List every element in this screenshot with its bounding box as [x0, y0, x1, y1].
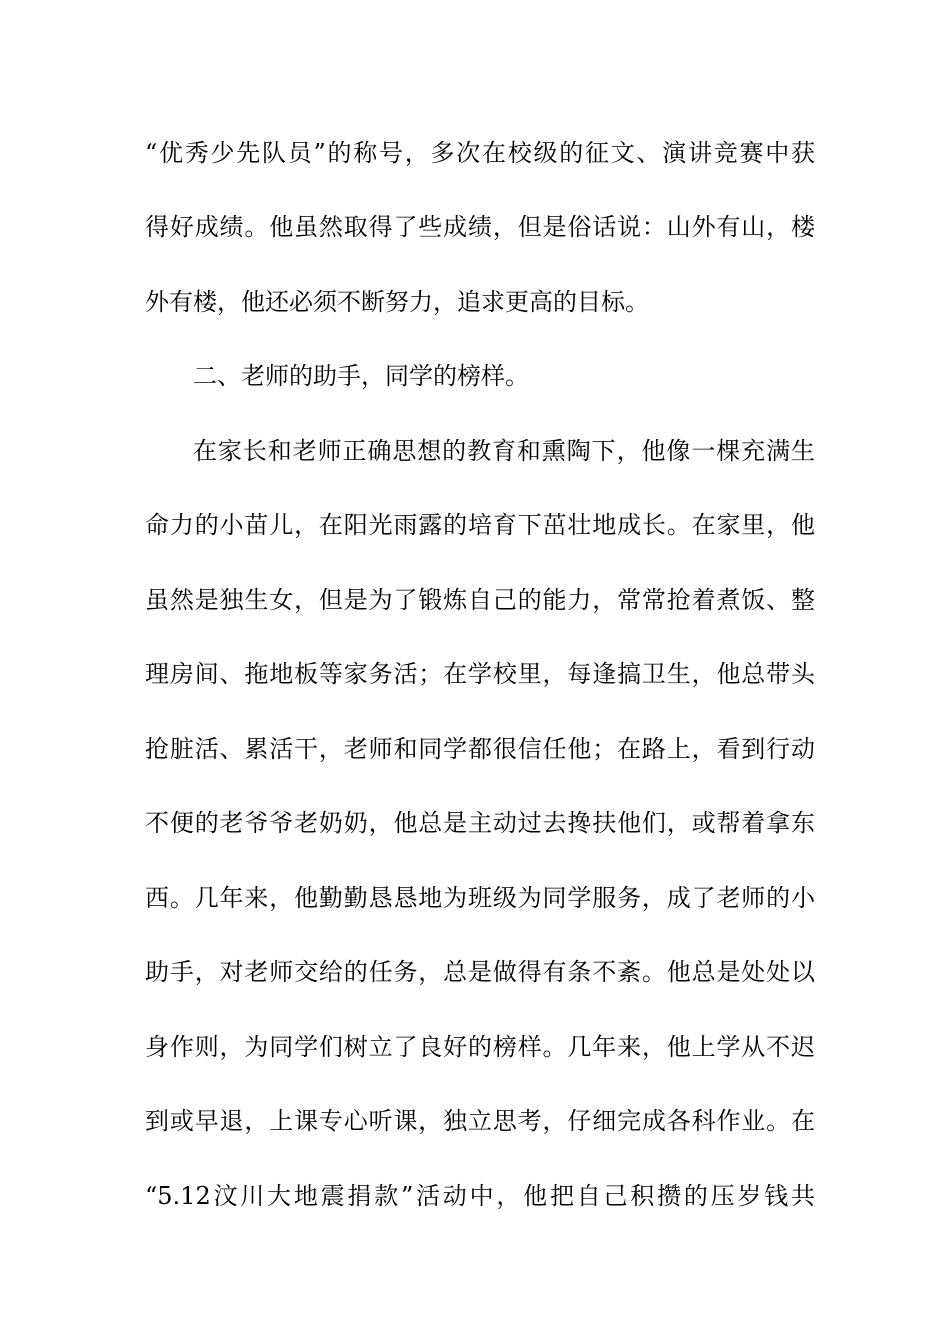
text-line: 到或早退，上课专心听课，独立思考，仔细完成各科作业。在 — [145, 1107, 815, 1135]
text-line: “优秀少先队员”的称号，多次在校级的征文、演讲竞赛中获 — [145, 139, 815, 167]
text-line: 在家长和老师正确思想的教育和熏陶下，他像一棵充满生 — [193, 437, 815, 465]
text-line: 助手，对老师交给的任务，总是做得有条不紊。他总是处处以 — [145, 958, 815, 986]
text-line: 虽然是独生女，但是为了锻炼自己的能力，常常抢着煮饭、整 — [145, 586, 815, 614]
text-line: 抢脏活、累活干，老师和同学都很信任他；在路上，看到行动 — [145, 735, 815, 763]
text-line: 不便的老爷爷老奶奶，他总是主动过去搀扶他们，或帮着拿东 — [145, 809, 815, 837]
text-line: 得好成绩。他虽然取得了些成绩，但是俗话说：山外有山，楼 — [145, 213, 815, 241]
text-line: 外有楼，他还必须不断努力，追求更高的目标。 — [145, 288, 649, 316]
text-line: 命力的小苗儿，在阳光雨露的培育下茁壮地成长。在家里，他 — [145, 511, 815, 539]
text-line: “5.12汶川大地震捐款”活动中，他把自己积攒的压岁钱共 — [145, 1182, 815, 1210]
text-line: 身作则，为同学们树立了良好的榜样。几年来，他上学从不迟 — [145, 1033, 815, 1061]
section-heading: 二、老师的助手，同学的榜样。 — [193, 362, 529, 390]
text-line: 西。几年来，他勤勤恳恳地为班级为同学服务，成了老师的小 — [145, 884, 815, 912]
text-line: 理房间、拖地板等家务活；在学校里，每逢搞卫生，他总带头 — [145, 660, 815, 688]
